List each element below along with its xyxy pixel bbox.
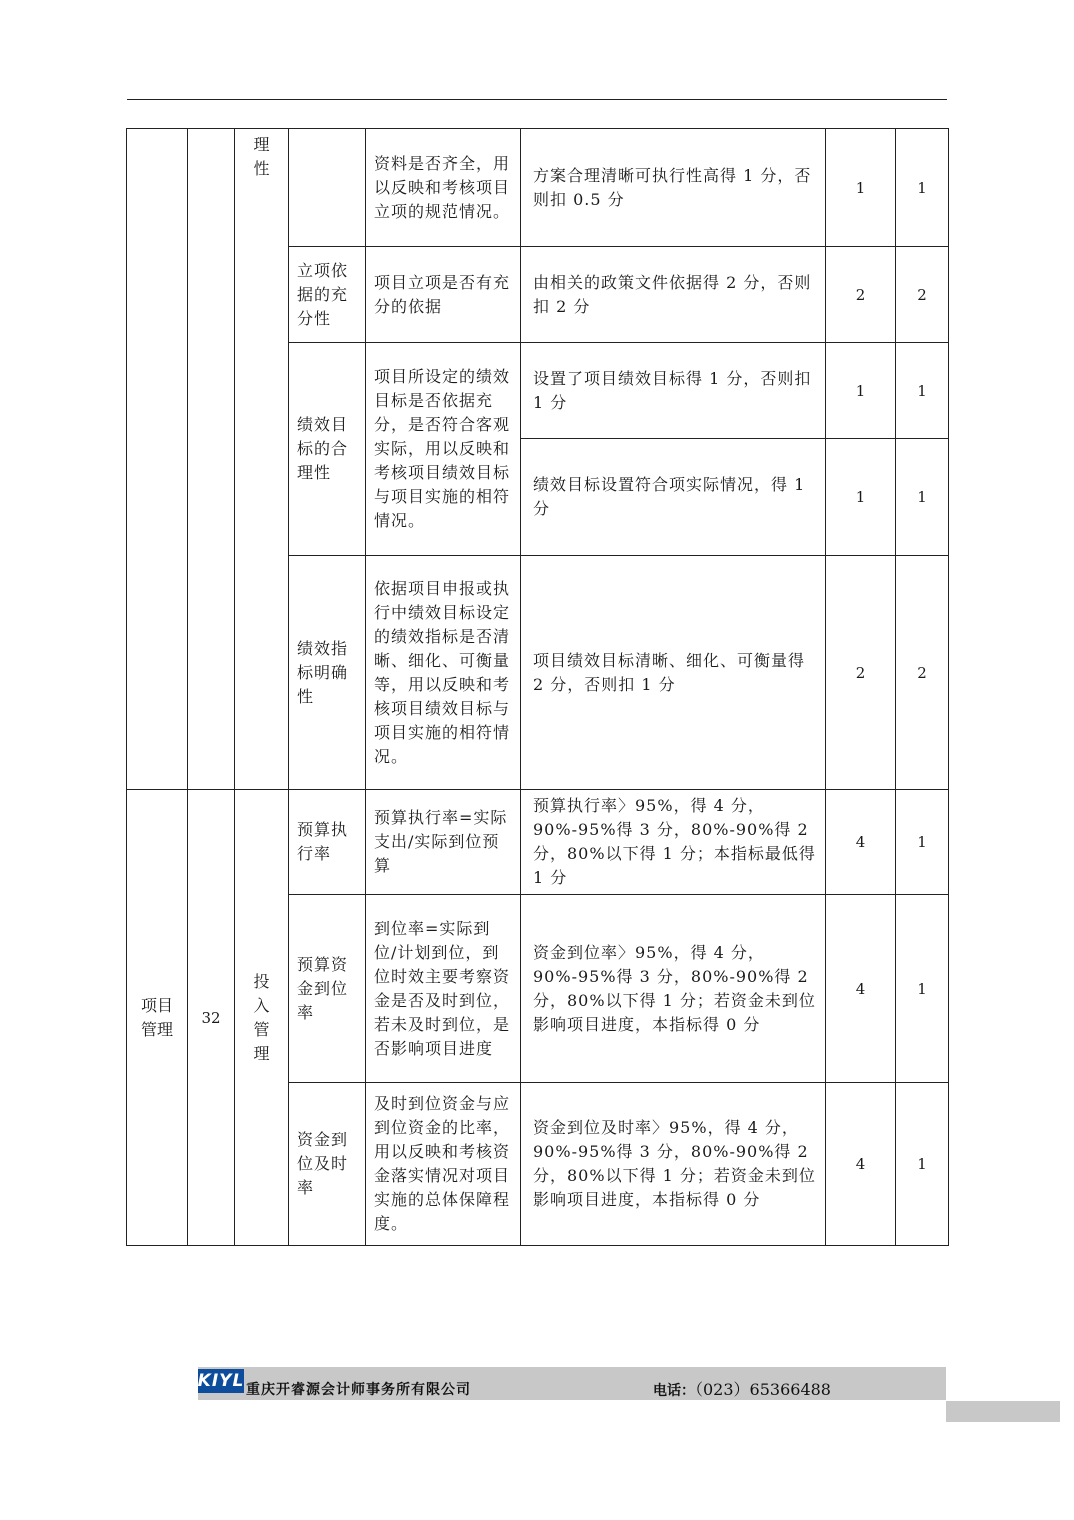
- header-rule: [127, 99, 947, 100]
- criteria-text: 设置了项目绩效目标得 1 分，否则扣 1 分: [533, 368, 812, 412]
- footer-bar-extension: [946, 1401, 1060, 1422]
- criteria-cell: [521, 129, 826, 247]
- criteria-cell: [521, 556, 826, 790]
- indicator-desc: 项目立项是否有充分的依据: [374, 272, 511, 316]
- weight-value: 1: [855, 178, 866, 197]
- score-cell: [896, 790, 949, 895]
- score-cell: [896, 343, 949, 439]
- criteria-text: 绩效目标设置符合项实际情况，得 1 分: [533, 475, 806, 518]
- indicator-name-cell: [289, 790, 366, 895]
- weight-cell: [826, 790, 896, 895]
- indicator-desc: 及时到位资金与应到位资金的比率，用以反映和考核资金落实情况对项目实施的总体保障程度。: [374, 1094, 511, 1233]
- weight-cell: [826, 439, 896, 556]
- score-cell: [896, 439, 949, 556]
- indicator-name-cell: [289, 247, 366, 343]
- score-cell: [896, 1083, 949, 1246]
- weight-cell: [826, 129, 896, 247]
- category-cell-empty: [127, 129, 188, 790]
- indicator-desc-cell: [366, 790, 521, 895]
- dimension-text: 投 入 管 理: [253, 971, 270, 1063]
- phone-label: 电话：: [653, 1383, 695, 1399]
- weight-cell: [826, 1083, 896, 1246]
- indicator-desc: 预算执行率=实际支出/实际到位预算: [374, 808, 508, 875]
- criteria-cell: [521, 247, 826, 343]
- indicator-desc-cell: [366, 129, 521, 247]
- points-value: 32: [201, 1008, 221, 1027]
- indicator-name-cell: [289, 343, 366, 556]
- dimension-cell: [235, 790, 289, 1246]
- weight-value: 1: [855, 381, 866, 400]
- indicator-name: 资金到位及时率: [297, 1130, 349, 1197]
- score-value: 1: [917, 1155, 927, 1173]
- criteria-cell: [521, 1083, 826, 1246]
- criteria-text: 预算执行率〉95%，得 4 分，90%-95%得 3 分，80%-90%得 2 分，80%以下得 1 分；本指标最低得 1 分: [533, 796, 816, 887]
- score-value: 2: [917, 663, 927, 682]
- phone-number: （023）65366488: [695, 1380, 831, 1399]
- category-text: 项目 管理: [140, 995, 173, 1039]
- criteria-cell: [521, 895, 826, 1083]
- score-value: 1: [917, 381, 927, 400]
- indicator-desc: 到位率=实际到位/计划到位，到位时效主要考察资金是否及时到位，若未及时到位，是否影响项目进度: [374, 918, 511, 1058]
- indicator-name: 预算资金到位率: [297, 954, 349, 1022]
- indicator-name: 绩效指标明确性: [297, 638, 349, 706]
- score-value: 1: [917, 979, 927, 998]
- criteria-text: 资金到位率〉95%，得 4 分，90%-95%得 3 分，80%-90%得 2 分，80%以下得 1 分；若资金未到位影响项目进度，本指标得 0 分: [533, 942, 816, 1034]
- weight-value: 2: [855, 285, 866, 304]
- dimension-cell: [235, 129, 289, 790]
- table-row: [127, 129, 949, 247]
- criteria-text: 项目绩效目标清晰、细化、可衡量得 2 分，否则扣 1 分: [533, 650, 806, 694]
- logo-text: KIYL: [197, 1371, 245, 1391]
- weight-value: 1: [855, 488, 866, 506]
- weight-value: 2: [855, 663, 866, 682]
- indicator-name-cell: [289, 556, 366, 790]
- phone-line: [653, 1377, 831, 1400]
- weight-cell: [826, 343, 896, 439]
- score-cell: [896, 247, 949, 343]
- score-value: 1: [917, 833, 927, 851]
- weight-value: 4: [855, 833, 866, 851]
- indicator-name-cell: [289, 895, 366, 1083]
- company-name: 重庆开睿源会计师事务所有限公司: [246, 1382, 471, 1398]
- table-row: [127, 790, 949, 895]
- weight-cell: [826, 895, 896, 1083]
- score-value: 2: [917, 285, 927, 304]
- dimension-text: 理 性: [253, 135, 270, 178]
- indicator-name: 预算执行率: [297, 820, 349, 863]
- weight-value: 4: [855, 979, 866, 998]
- criteria-text: 资金到位及时率〉95%，得 4 分，90%-95%得 3 分，80%-90%得 2 分，80%以下得 1 分；若资金未到位影响项目进度，本指标得 0 分: [533, 1118, 816, 1209]
- score-cell: [896, 895, 949, 1083]
- criteria-text: 由相关的政策文件依据得 2 分，否则扣 2 分: [533, 272, 812, 316]
- assessment-table: [126, 128, 949, 1246]
- indicator-desc: 依据项目申报或执行中绩效目标设定的绩效指标是否清晰、细化、可衡量等，用以反映和考核项目绩效目标与项目实施的相符情况。: [374, 578, 511, 766]
- criteria-cell: [521, 790, 826, 895]
- indicator-name-cell: [289, 1083, 366, 1246]
- score-cell: [896, 556, 949, 790]
- score-value: 1: [917, 178, 927, 197]
- indicator-name: 绩效目标的合理性: [297, 415, 349, 482]
- weight-cell: [826, 556, 896, 790]
- indicator-desc: 资料是否齐全，用以反映和考核项目立项的规范情况。: [374, 153, 511, 221]
- criteria-text: 方案合理清晰可执行性高得 1 分，否则扣 0.5 分: [533, 165, 812, 209]
- company-logo: [198, 1369, 244, 1393]
- category-cell: [127, 790, 188, 1246]
- weight-value: 4: [855, 1155, 866, 1173]
- criteria-cell: [521, 343, 826, 439]
- indicator-desc-cell: [366, 895, 521, 1083]
- points-cell-empty: [188, 129, 235, 790]
- score-value: 1: [917, 488, 927, 506]
- indicator-name: 立项依据的充分性: [297, 260, 349, 328]
- weight-cell: [826, 247, 896, 343]
- indicator-desc-cell: [366, 556, 521, 790]
- indicator-desc-cell: [366, 1083, 521, 1246]
- indicator-name-cell: [289, 129, 366, 247]
- score-cell: [896, 129, 949, 247]
- indicator-desc-cell: [366, 247, 521, 343]
- criteria-cell: [521, 439, 826, 556]
- points-cell: [188, 790, 235, 1246]
- indicator-desc-cell: [366, 343, 521, 556]
- indicator-desc: 项目所设定的绩效目标是否依据充分，是否符合客观实际，用以反映和考核项目绩效目标与项目实施的相符情况。: [374, 367, 511, 530]
